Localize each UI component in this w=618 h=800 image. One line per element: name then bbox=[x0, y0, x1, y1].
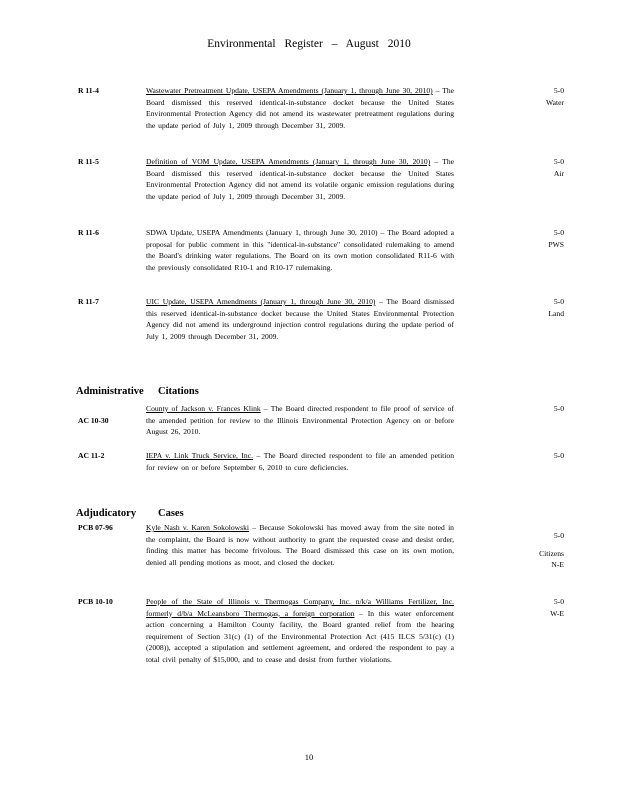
vote-count: 5-0 bbox=[553, 597, 564, 606]
vote-count: 5-0 bbox=[553, 451, 564, 460]
vote bbox=[504, 530, 564, 571]
docket-number: R 11-5 bbox=[78, 157, 99, 166]
vote-count: 5-0 bbox=[553, 404, 564, 413]
entry-title: Kyle Nash v. Karen Sokolowski bbox=[146, 523, 250, 532]
vote-count: 5-0 bbox=[553, 228, 564, 237]
docket-number: AC 10-30 bbox=[78, 416, 109, 425]
vote bbox=[504, 450, 564, 462]
entry-title: County of Jackson v. Frances Klink bbox=[146, 404, 261, 413]
vote-count: 5-0 bbox=[553, 86, 564, 95]
docket-number: PCB 07-96 bbox=[78, 523, 113, 532]
vote bbox=[504, 296, 564, 319]
entry-text: – The Board dismissed this reserved identical-in-substance docket because the United States Environmental Protection Agency did not amend its wastewater pretreatment regulations during the update period of July 1, 2009 through December 31, 2009. bbox=[146, 86, 454, 130]
section-label: Administrative bbox=[76, 386, 144, 397]
docket-number: R 11-4 bbox=[78, 86, 99, 95]
section-title: Cases bbox=[158, 508, 184, 519]
vote-count: 5-0 bbox=[553, 157, 564, 166]
vote bbox=[504, 156, 564, 179]
vote-category: Water bbox=[546, 97, 564, 107]
entry-text: – Because Sokolowski has moved away from the site noted in the complaint, the Board is now without authority to grant the requested cease and desist order, finding this matter has become frivolous. The Board dismissed this case on its own motion, denied all pending motions as moot, and closed the docket. bbox=[146, 523, 454, 567]
docket-number: R 11-7 bbox=[78, 297, 99, 306]
entry-body bbox=[146, 85, 454, 131]
vote-category: Citizens N-E bbox=[539, 548, 564, 570]
entry-title: IEPA v. Link Truck Service, Inc. bbox=[146, 451, 253, 460]
section-title: Citations bbox=[158, 386, 199, 397]
docket-number: R 11-6 bbox=[78, 228, 99, 237]
entry-text: – The Board dismissed this reserved identical-in-substance docket because the United States Environmental Protection Agency did not amend its volatile organic emission regulations during the update period of July 1, 2009 through December 31, 2009. bbox=[146, 157, 455, 201]
vote bbox=[504, 596, 564, 619]
vote bbox=[504, 85, 564, 108]
entry-text: SDWA Update, USEPA Amendments (January 1, through June 30, 2010) – The Board adopted a proposal for public comment in this "identical-in-substance" consolidated rulemaking to amend the Board's drinking water regulations. The Board on its own motion consolidated R11-6 with the previously consolidated R10-1 and R10-17 rulemaking. bbox=[146, 228, 454, 272]
page-number: 10 bbox=[304, 752, 314, 762]
vote-count: 5-0 bbox=[553, 297, 564, 306]
entry-body bbox=[146, 596, 454, 666]
entry-text: – The Board directed respondent to file an amended petition for review on or before September 6, 2010 to cure deficiencies. bbox=[146, 451, 454, 472]
entry-text: – In this water enforcement action concerning a Hamilton County facility, the Board granted relief from the hearing requirement of Section 31(c) (1) of the Environmental Protection Act (415 ILCS 5/31(c) (1) (2008)), accepted a stipulation and settlement agreement, and ordered the respondent to pay a total civil penalty of $15,000, and to cease and desist from further violations. bbox=[146, 608, 454, 664]
vote-category: PWS bbox=[548, 239, 564, 249]
entry-title: Definition of VOM Update, USEPA Amendments (January 1, through June 30, 2010) bbox=[146, 157, 431, 166]
page-header: Environmental Register – August 2010 bbox=[207, 38, 411, 50]
entry-body bbox=[146, 450, 454, 473]
entry-text: – The Board dismissed this reserved identical-in-substance docket because the United States Environmental Protection Agency did not amend its underground injection control regulations during the update period of July 1, 2009 through December 31, 2009. bbox=[146, 297, 455, 341]
vote bbox=[504, 227, 564, 250]
section-label: Adjudicatory bbox=[76, 508, 137, 519]
vote-category: W-E bbox=[550, 608, 564, 618]
docket-number: AC 11-2 bbox=[78, 451, 105, 460]
entry-title: Wastewater Pretreatment Update, USEPA Amendments (January 1, through June 30, 2010) bbox=[146, 86, 433, 95]
vote-category: Air bbox=[553, 168, 564, 178]
vote-count: 5-0 bbox=[553, 531, 564, 540]
entry-body bbox=[146, 156, 454, 202]
entry-text: – The Board directed respondent to file proof of service of the amended petition for review to the Illinois Environmental Protection Agency on or before August 26, 2010. bbox=[146, 404, 454, 437]
docket-number: PCB 10-10 bbox=[78, 597, 113, 606]
entry-body bbox=[146, 296, 454, 342]
entry-body bbox=[146, 227, 454, 273]
entry-title: UIC Update, USEPA Amendments (January 1, through June 30, 2010) bbox=[146, 297, 376, 306]
vote-category: Land bbox=[548, 308, 564, 318]
vote bbox=[504, 403, 564, 415]
entry-body bbox=[146, 403, 454, 438]
entry-body bbox=[146, 522, 454, 568]
entry-title: People of the State of Illinois v. Thermogas Company, Inc. n/k/a Williams Fertilizer, Inc. formerly d/b/a McLeansboro Thermogas, a foreign corporation bbox=[146, 597, 454, 618]
